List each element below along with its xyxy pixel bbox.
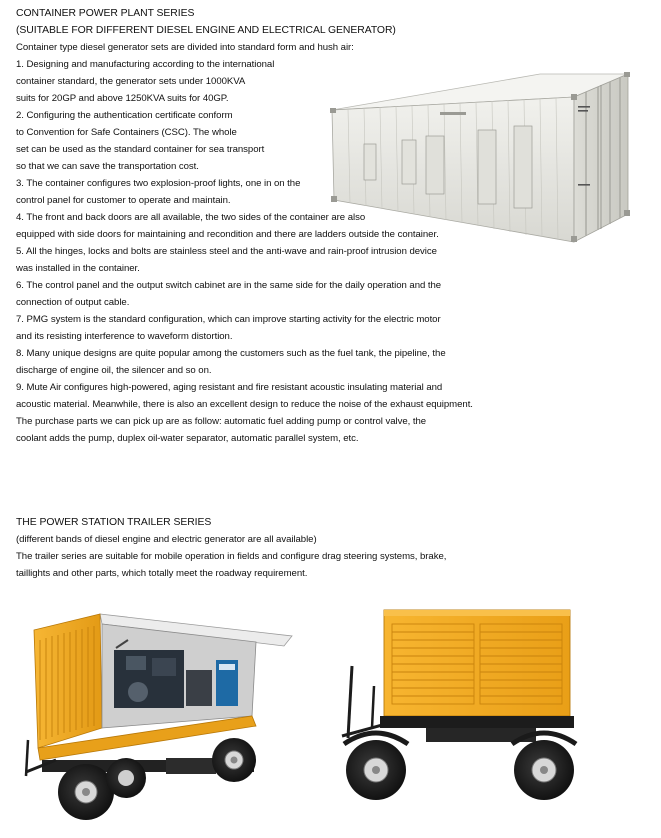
body-line: taillights and other parts, which totally meet the roadway requirement.: [16, 568, 308, 579]
body-line: The trailer series are suitable for mobile operation in fields and configure drag steering systems, brake,: [16, 551, 447, 562]
body-line: control panel for customer to operate and maintain.: [16, 195, 231, 206]
body-line: container standard, the generator sets under 1000KVA: [16, 76, 246, 87]
body-line: discharge of engine oil, the silencer and so on.: [16, 365, 212, 376]
body-line: equipped with side doors for maintaining and recondition and there are ladders outside the container.: [16, 229, 439, 240]
body-line: so that we can save the transportation cost.: [16, 161, 199, 172]
open-trailer-generator-photo: [16, 600, 298, 830]
section2-subtitle: (different bands of diesel engine and electric generator are all available): [16, 534, 317, 545]
body-line: Container type diesel generator sets are divided into standard form and hush air:: [16, 42, 354, 53]
section2-title: THE POWER STATION TRAILER SERIES: [16, 517, 212, 528]
section1-subtitle: (SUITABLE FOR DIFFERENT DIESEL ENGINE AND ELECTRICAL GENERATOR): [16, 25, 396, 36]
body-line: 8. Many unique designs are quite popular among the customers such as the fuel tank, the pipeline, the: [16, 348, 446, 359]
body-line: 3. The container configures two explosion-proof lights, one in on the: [16, 178, 301, 189]
container-generator-photo: [328, 66, 636, 244]
body-line: 4. The front and back doors are all available, the two sides of the container are also: [16, 212, 366, 223]
closed-trailer-generator-photo: [334, 604, 586, 810]
body-line: and its resisting interference to waveform distortion.: [16, 331, 233, 342]
body-line: coolant adds the pump, duplex oil-water separator, automatic parallel system, etc.: [16, 433, 359, 444]
body-line: 2. Configuring the authentication certificate conform: [16, 110, 233, 121]
body-line: 9. Mute Air configures high-powered, aging resistant and fire resistant acoustic insulating material and: [16, 382, 443, 393]
body-line: The purchase parts we can pick up are as follow: automatic fuel adding pump or control valve, the: [16, 416, 427, 427]
body-line: to Convention for Safe Containers (CSC). The whole: [16, 127, 237, 138]
body-line: 5. All the hinges, locks and bolts are stainless steel and the anti-wave and rain-proof intrusion device: [16, 246, 437, 257]
body-line: 6. The control panel and the output switch cabinet are in the same side for the daily operation and the: [16, 280, 442, 291]
body-line: was installed in the container.: [16, 263, 140, 274]
body-line: connection of output cable.: [16, 297, 130, 308]
body-line: suits for 20GP and above 1250KVA suits for 40GP.: [16, 93, 229, 104]
section1-title: CONTAINER POWER PLANT SERIES: [16, 8, 195, 19]
body-line: 7. PMG system is the standard configuration, which can improve starting activity for the electric motor: [16, 314, 441, 325]
body-line: set can be used as the standard container for sea transport: [16, 144, 265, 155]
body-line: acoustic material. Meanwhile, there is also an excellent design to reduce the noise of the exhaust equipment.: [16, 399, 473, 410]
body-line: 1. Designing and manufacturing according to the international: [16, 59, 275, 70]
